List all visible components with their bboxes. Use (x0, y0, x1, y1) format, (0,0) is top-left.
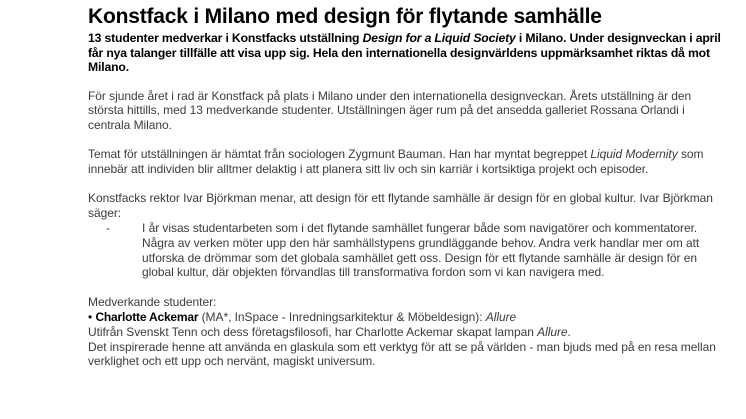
student-entry (88, 310, 728, 325)
quote-dash: - (106, 221, 110, 236)
quote-block (88, 221, 728, 280)
paragraph-2-text-b: som innebär att individen blir alltmer delaktig i att planera sitt liv och sin karriär i kortsiktiga projekt och episoder. (88, 146, 704, 176)
body-paragraph-1: För sjunde året i rad är Konstfack på plats i Milano under den internationella designveckan. Årets utställning är den största hittills, med 13 medverkande studenter. Utställningen äger rum på det ansedda galleriet Rossana Orlandi i centrala Milano. (88, 88, 692, 133)
page-title: Konstfack i Milano med design för flytande samhälle (88, 5, 602, 28)
paragraph-2-text-a: Temat för utställningen är hämtat från sociologen Zygmunt Bauman. Han har myntat begreppet (88, 146, 591, 161)
student-work: Allure (485, 310, 517, 325)
students-heading: Medverkande studenter: (88, 295, 217, 310)
bullet-icon: • (88, 310, 93, 325)
student-desc-text-b: . (567, 324, 571, 339)
student-program: (MA*, InSpace - Inredningsarkitektur & Möbeldesign): (198, 310, 486, 325)
student-desc-work: Allure (537, 324, 568, 339)
student-name: Charlotte Ackemar (95, 310, 199, 325)
student-description-1 (88, 325, 728, 340)
student-description-2: Det inspirerade henne att använda en glaskula som ett verktyg för att se på världen - man bjuds med på en resa mellan verklighet och ett upp och nervänt, magiskt universum. (88, 339, 716, 369)
body-paragraph-2 (88, 147, 728, 177)
lead-exhibition-title: Design for a Liquid Society (362, 31, 516, 45)
lead-paragraph (88, 31, 728, 75)
lead-text-a: 13 studenter medverkar i Konstfacks utställning (88, 31, 363, 45)
press-release-page (88, 6, 728, 369)
quote-text: I år visas studentarbeten som i det flytande samhället fungerar både som navigatörer och kommentatorer. Några av verken möter upp den här samhällstypens grundläggande behov. Andra verk handlar mer om att utforska de drömmar som det globala samhället gett oss. Design för ett flytande samhälle är design för en global kultur, där objekten förvandlas till transformativa fordon som vi kan navigera med. (142, 221, 700, 280)
body-paragraph-3: Konstfacks rektor Ivar Björkman menar, att design för ett flytande samhälle är design för en global kultur. Ivar Björkman säger: (88, 191, 713, 221)
student-desc-text-a: Utifrån Svenskt Tenn och dess företagsfilosofi, har Charlotte Ackemar skapat lampan (88, 324, 538, 339)
lead-text-b: i Milano. Under designveckan i april får nya talanger tillfälle att visa upp sig. Hela den internationella designvärldens uppmärksamhet riktas då mot Milano. (88, 31, 721, 74)
liquid-modernity-term: Liquid Modernity (590, 146, 678, 161)
